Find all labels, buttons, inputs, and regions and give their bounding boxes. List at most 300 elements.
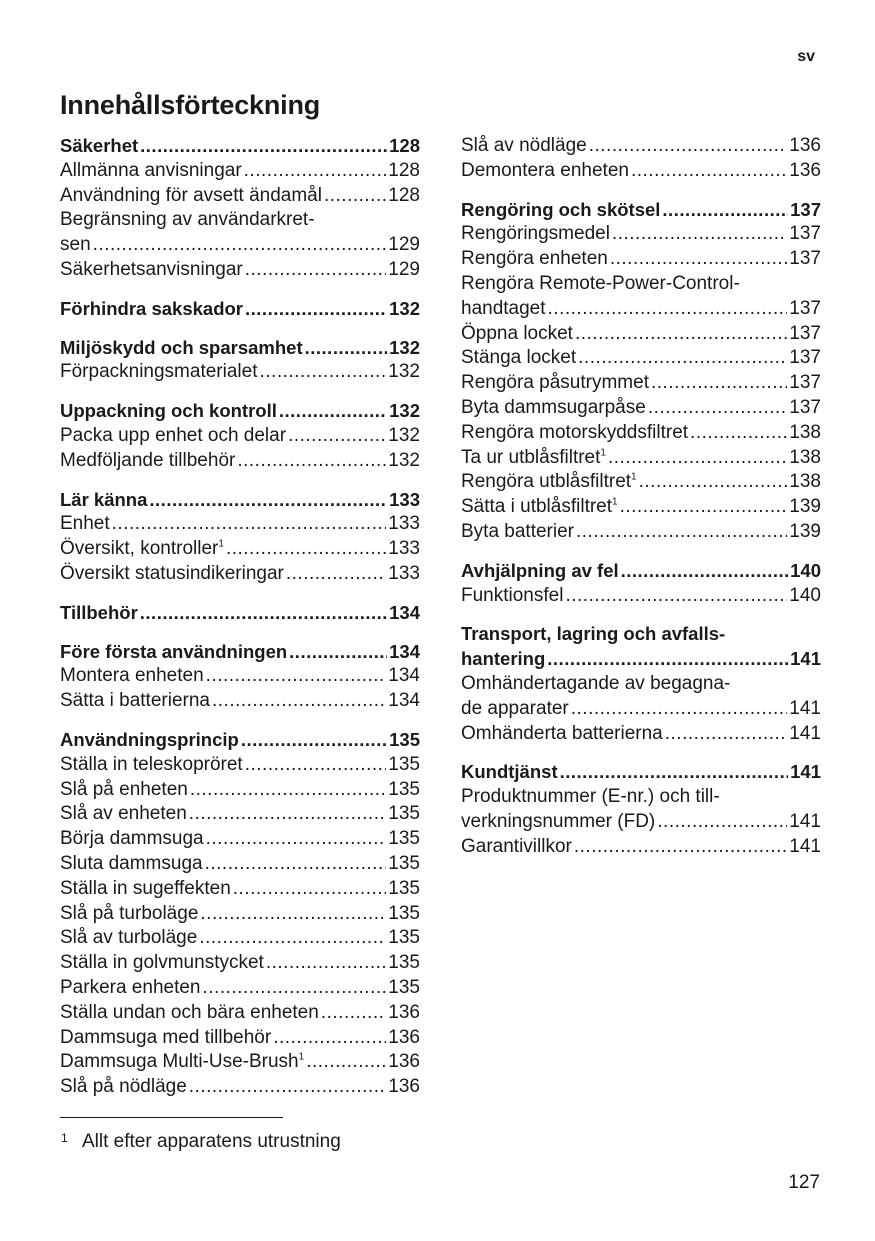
toc-label-text: sen	[60, 234, 91, 256]
toc-heading[interactable]	[60, 728, 420, 753]
toc-label	[60, 233, 91, 258]
dot-leader	[620, 495, 788, 520]
toc-entry[interactable]	[60, 852, 420, 877]
toc-page-number: 137	[789, 396, 821, 418]
toc-label-text: Avhjälpning av fel	[461, 559, 619, 581]
dot-leader	[226, 537, 386, 562]
dot-leader	[574, 835, 787, 860]
language-code: sv	[797, 48, 815, 65]
toc-label-text: Tillbehör	[60, 601, 138, 623]
toc-entry[interactable]	[60, 827, 420, 852]
dot-leader	[233, 877, 387, 902]
toc-label	[461, 222, 610, 247]
toc-label-text: Miljöskydd och sparsamhet	[60, 336, 303, 358]
toc-label	[60, 1050, 304, 1075]
dot-leader	[289, 640, 387, 665]
footnote-ref: 1	[612, 496, 618, 508]
toc-entry[interactable]	[461, 470, 821, 495]
toc-label-text: Förhindra sakskador	[60, 297, 244, 319]
toc-label-text: verkningsnummer (FD)	[461, 810, 656, 832]
toc-entry[interactable]	[461, 835, 821, 860]
toc-label-text: handtaget	[461, 297, 546, 319]
toc-label-text: Sätta i batterierna	[60, 690, 210, 712]
toc-page-number: 132	[389, 297, 420, 319]
toc-entry[interactable]	[60, 976, 420, 1001]
toc-label	[461, 159, 629, 184]
toc-label-text: Rengöra motorskyddsfiltret	[461, 421, 689, 443]
toc-page-number: 137	[789, 297, 821, 319]
toc-page-number: 141	[789, 835, 821, 857]
toc-entry-line: Omhändertagande av begagna-	[461, 672, 731, 694]
toc-label	[60, 297, 243, 322]
toc-label-text: Garantivillkor	[461, 835, 572, 857]
toc-label-text: Funktionsfel	[461, 584, 564, 606]
dot-leader	[576, 520, 787, 545]
toc-label	[461, 134, 587, 159]
toc-label-text: Öppna locket	[461, 322, 573, 344]
toc-page-number: 137	[789, 347, 821, 369]
dot-leader	[189, 802, 387, 827]
toc-heading[interactable]	[60, 601, 420, 626]
toc-section	[60, 488, 420, 587]
toc-entry-line: Rengöra Remote-Power-Control-	[461, 272, 740, 294]
footnote	[60, 1131, 341, 1153]
toc-entry[interactable]	[461, 322, 821, 347]
toc-entry[interactable]	[60, 664, 420, 689]
page-title: Innehållsförteckning	[60, 90, 321, 120]
dot-leader	[245, 258, 387, 283]
toc-label	[461, 322, 573, 347]
dot-leader	[324, 184, 386, 209]
dot-leader	[662, 198, 788, 223]
toc-page-number: 136	[388, 1001, 420, 1023]
toc-label	[60, 951, 264, 976]
toc-entry[interactable]	[60, 424, 420, 449]
dot-leader	[266, 951, 386, 976]
toc-label-text: Börja dammsuga	[60, 828, 204, 850]
toc-label-text: Stänga locket	[461, 347, 577, 369]
toc-label-text: Omhänderta batterierna	[461, 722, 663, 744]
toc-page-number: 140	[790, 559, 821, 581]
toc-label-text: Montera enheten	[60, 665, 204, 687]
toc-entry[interactable]	[461, 446, 821, 471]
toc-entry[interactable]	[461, 495, 821, 520]
toc-label	[461, 446, 606, 471]
toc-label	[461, 520, 574, 545]
toc-heading[interactable]	[461, 647, 821, 672]
toc-entry[interactable]	[461, 371, 821, 396]
toc-label-text: Ställa undan och bära enheten	[60, 1001, 319, 1023]
toc-heading[interactable]	[60, 488, 420, 513]
toc-label-text: Slå av nödläge	[461, 135, 587, 156]
dot-leader	[639, 470, 788, 495]
toc-label-text: Ställa in sugeffekten	[60, 877, 231, 899]
toc-label-text: Förpackningsmaterialet	[60, 361, 258, 383]
toc-label-text: Sluta dammsuga	[60, 852, 203, 874]
toc-label	[461, 559, 619, 584]
toc-entry[interactable]	[60, 449, 420, 474]
toc-label-text: Dammsuga med tillbehör	[60, 1026, 272, 1048]
toc-page-number: 135	[388, 927, 420, 949]
toc-heading[interactable]	[60, 640, 420, 665]
toc-entry[interactable]	[60, 1075, 420, 1100]
toc-label	[60, 336, 303, 361]
toc-page-number: 133	[388, 562, 420, 584]
toc-page-number: 141	[790, 761, 821, 783]
toc-page-number: 128	[388, 159, 420, 181]
toc-page-number: 132	[388, 449, 420, 471]
toc-entry[interactable]	[60, 159, 420, 184]
toc-label	[60, 664, 204, 689]
toc-page-number: 132	[388, 424, 420, 446]
dot-leader	[241, 728, 387, 753]
toc-label	[461, 697, 569, 722]
toc-label-text: Användningsprincip	[60, 728, 239, 750]
toc-label	[461, 297, 546, 322]
dot-leader	[657, 810, 787, 835]
toc-label-text: Översikt, kontroller	[60, 538, 219, 560]
toc-section	[60, 399, 420, 473]
toc-entry[interactable]	[461, 810, 821, 835]
dot-leader	[608, 446, 787, 471]
toc-label-text: Rengöringsmedel	[461, 223, 610, 245]
dot-leader	[200, 902, 386, 927]
dot-leader	[205, 852, 387, 877]
toc-section	[60, 601, 420, 626]
dot-leader	[631, 159, 787, 184]
dot-leader	[548, 297, 788, 322]
toc-heading[interactable]	[60, 134, 420, 159]
toc-label-text: Ställa in teleskopröret	[60, 753, 243, 775]
toc-label-text: Rengöra utblåsfiltret	[461, 471, 632, 493]
footnote-ref: 1	[600, 447, 606, 459]
toc-entry[interactable]	[461, 520, 821, 545]
toc-entry[interactable]	[60, 233, 420, 258]
dot-leader	[286, 562, 386, 587]
toc-entry[interactable]	[60, 1050, 420, 1075]
dot-leader	[149, 488, 387, 513]
toc-label	[60, 877, 231, 902]
toc-label-text: Slå på nödläge	[60, 1076, 187, 1098]
toc-label-text: Uppackning och kontroll	[60, 400, 277, 422]
toc-page-number: 140	[789, 584, 821, 606]
toc-label-text: Byta batterier	[461, 520, 574, 542]
toc-label	[461, 722, 663, 747]
toc-entry[interactable]	[461, 159, 821, 184]
toc-entry[interactable]	[60, 778, 420, 803]
toc-page-number: 135	[388, 753, 420, 775]
toc-section	[60, 297, 420, 322]
toc-label	[60, 562, 284, 587]
toc-label	[461, 495, 618, 520]
footnote-ref: 1	[298, 1051, 305, 1063]
toc-section	[461, 622, 821, 746]
toc-label	[60, 976, 201, 1001]
toc-page-number: 128	[389, 135, 420, 156]
toc-page-number: 134	[388, 690, 420, 712]
toc-page-number: 133	[388, 513, 420, 535]
toc-label-text: hantering	[461, 648, 546, 670]
toc-label-text: Slå på enheten	[60, 778, 188, 800]
toc-label	[60, 360, 257, 385]
toc-page-number: 135	[388, 778, 420, 800]
toc-label	[461, 371, 649, 396]
toc-label	[60, 537, 224, 562]
toc-section	[60, 134, 420, 283]
toc-entry[interactable]	[60, 753, 420, 778]
toc-heading[interactable]	[60, 297, 420, 322]
toc-label-text: Demontera enheten	[461, 159, 629, 181]
toc-label	[461, 647, 545, 672]
toc-label	[461, 835, 572, 860]
toc-entry[interactable]	[461, 247, 821, 272]
toc-page-number: 137	[789, 372, 821, 394]
toc-page-number: 135	[388, 902, 420, 924]
toc-page-number: 136	[789, 159, 821, 181]
toc-label-text: Översikt statusindikeringar	[60, 562, 284, 584]
toc-label-text: Säkerhetsanvisningar	[60, 258, 243, 280]
toc-label	[461, 760, 558, 785]
toc-heading-line: Transport, lagring och avfalls-	[461, 623, 726, 645]
toc-label-text: Rengöring och skötsel	[461, 198, 661, 220]
toc-page-number: 137	[789, 248, 821, 270]
toc-label	[60, 512, 110, 537]
toc-label	[60, 778, 188, 803]
dot-leader	[245, 753, 387, 778]
toc-label	[60, 852, 203, 877]
toc-page-number: 136	[789, 135, 821, 156]
dot-leader	[575, 322, 787, 347]
toc-entry[interactable]	[461, 222, 821, 247]
toc-label	[60, 902, 198, 927]
toc-entry[interactable]	[461, 134, 821, 159]
toc-section	[60, 336, 420, 386]
toc-label-text: de apparater	[461, 697, 569, 719]
toc-entry[interactable]	[461, 584, 821, 609]
toc-label-text: Slå av turboläge	[60, 927, 198, 949]
toc-page-number: 128	[388, 184, 420, 206]
dot-leader	[571, 697, 788, 722]
toc-page-number: 135	[389, 728, 420, 750]
footnote-ref: 1	[631, 472, 637, 484]
toc-label	[60, 159, 242, 184]
toc-label	[60, 753, 243, 778]
toc-page-number: 129	[388, 258, 420, 280]
toc-label	[461, 584, 563, 609]
toc-entry[interactable]	[461, 421, 821, 446]
dot-leader	[589, 134, 788, 159]
dot-leader	[288, 424, 386, 449]
toc-page-number: 135	[388, 952, 420, 974]
dot-leader	[206, 664, 387, 689]
toc-page-number: 135	[388, 828, 420, 850]
toc-page-number: 136	[388, 1076, 420, 1098]
toc-label	[60, 640, 287, 665]
dot-leader	[305, 336, 388, 361]
toc-label	[461, 421, 688, 446]
toc-entry-line: Produktnummer (E-nr.) och till-	[461, 786, 720, 808]
toc-label-text: Enhet	[60, 513, 110, 535]
dot-leader	[199, 926, 386, 951]
toc-page-number: 138	[789, 446, 821, 468]
toc-label	[60, 258, 243, 283]
toc-entry[interactable]	[60, 1026, 420, 1051]
dot-leader	[547, 647, 788, 672]
toc-label	[60, 1026, 271, 1051]
toc-page-number: 139	[789, 496, 821, 518]
toc-page-number: 141	[789, 697, 821, 719]
toc-label-text: Parkera enheten	[60, 976, 201, 998]
toc-label-text: Före första användningen	[60, 640, 288, 662]
toc-entry[interactable]	[60, 902, 420, 927]
toc-page-number: 132	[388, 361, 420, 383]
dot-leader	[578, 346, 787, 371]
toc-page-number: 135	[388, 852, 420, 874]
toc-heading[interactable]	[60, 336, 420, 361]
page-number: 127	[788, 1172, 820, 1193]
toc-label-text: Ställa in golvmunstycket	[60, 952, 264, 974]
toc-label	[60, 399, 277, 424]
toc-label-text: Ta ur utblåsfiltret	[461, 446, 601, 468]
toc-page-number: 137	[790, 198, 821, 220]
toc-entry[interactable]	[60, 1001, 420, 1026]
toc-heading[interactable]	[461, 198, 821, 223]
dot-leader	[140, 134, 387, 159]
toc-entry[interactable]	[60, 951, 420, 976]
toc-label	[60, 926, 197, 951]
toc-entry[interactable]	[461, 722, 821, 747]
toc-label-text: Lär känna	[60, 488, 148, 510]
toc-label-text: Slå av enheten	[60, 803, 187, 825]
toc-entry[interactable]	[60, 689, 420, 714]
toc-label	[60, 601, 138, 626]
dot-leader	[140, 601, 387, 626]
toc-page-number: 136	[388, 1051, 420, 1073]
toc-page-number: 135	[388, 877, 420, 899]
toc-entry[interactable]	[461, 396, 821, 421]
toc-column-left	[60, 134, 420, 1114]
dot-leader	[321, 1001, 386, 1026]
toc-page-number: 134	[388, 665, 420, 687]
toc-label-text: Säkerhet	[60, 135, 139, 156]
toc-page-number: 141	[789, 810, 821, 832]
dot-leader	[560, 760, 789, 785]
dot-leader	[690, 421, 787, 446]
toc-label-text: Rengöra enheten	[461, 248, 608, 270]
toc-page-number: 135	[388, 803, 420, 825]
toc-entry[interactable]	[60, 877, 420, 902]
toc-label	[60, 802, 187, 827]
dot-leader	[203, 976, 387, 1001]
toc-page-number: 132	[389, 336, 420, 358]
toc-entry[interactable]	[60, 258, 420, 283]
toc-page-number: 134	[389, 640, 420, 662]
toc-label-text: Byta dammsugarpåse	[461, 396, 646, 418]
dot-leader	[610, 247, 787, 272]
toc-entry[interactable]	[60, 562, 420, 587]
toc-entry[interactable]	[60, 184, 420, 209]
dot-leader	[612, 222, 787, 247]
toc-entry[interactable]	[60, 360, 420, 385]
toc-label-text: Användning för avsett ändamål	[60, 184, 322, 206]
toc-entry[interactable]	[60, 926, 420, 951]
toc-section	[60, 640, 420, 714]
toc-label	[60, 184, 322, 209]
toc-page-number: 136	[388, 1026, 420, 1048]
toc-page-number: 132	[389, 400, 420, 422]
toc-heading[interactable]	[60, 399, 420, 424]
dot-leader	[93, 233, 387, 258]
toc-entry-line: Begränsning av användarkret-	[60, 209, 315, 231]
toc-label	[60, 134, 138, 159]
dot-leader	[651, 371, 787, 396]
toc-page-number: 137	[789, 322, 821, 344]
toc-page-number: 137	[789, 223, 821, 245]
toc-entry[interactable]	[60, 512, 420, 537]
toc-label-text: Packa upp enhet och delar	[60, 424, 287, 446]
footnote-mark: 1	[61, 1131, 68, 1145]
toc-page-number: 135	[388, 976, 420, 998]
dot-leader	[206, 827, 387, 852]
dot-leader	[306, 1050, 386, 1075]
dot-leader	[112, 512, 387, 537]
footnote-ref: 1	[218, 538, 224, 550]
toc-entry[interactable]	[461, 297, 821, 322]
toc-label	[461, 346, 576, 371]
toc-page-number: 133	[388, 538, 420, 560]
toc-entry[interactable]	[60, 802, 420, 827]
dot-leader	[237, 449, 386, 474]
dot-leader	[273, 1026, 386, 1051]
dot-leader	[648, 396, 787, 421]
toc-label-text: Medföljande tillbehör	[60, 449, 236, 471]
toc-label	[60, 689, 210, 714]
toc-page-number: 141	[790, 648, 821, 670]
toc-section	[461, 198, 821, 545]
toc-label	[60, 424, 286, 449]
toc-entry[interactable]	[461, 346, 821, 371]
toc-entry[interactable]	[461, 697, 821, 722]
toc-entry[interactable]	[60, 537, 420, 562]
toc-label	[461, 470, 637, 495]
toc-page-number: 129	[388, 234, 420, 256]
toc-label	[461, 810, 655, 835]
dot-leader	[259, 360, 386, 385]
dot-leader	[190, 778, 386, 803]
toc-label	[60, 488, 147, 513]
toc-label	[461, 198, 660, 223]
toc-label	[461, 247, 608, 272]
toc-label	[60, 1001, 319, 1026]
toc-label-text: Dammsuga Multi-Use-Brush	[60, 1051, 299, 1073]
dot-leader	[279, 399, 387, 424]
footnote-text: Allt efter apparatens utrustning	[82, 1131, 341, 1152]
toc-page-number: 141	[789, 722, 821, 744]
toc-page-number: 133	[389, 488, 420, 510]
toc-label	[60, 449, 235, 474]
toc-heading[interactable]	[461, 559, 821, 584]
toc-heading[interactable]	[461, 760, 821, 785]
dot-leader	[244, 159, 387, 184]
toc-column-right	[461, 134, 821, 874]
toc-label-text: Slå på turboläge	[60, 902, 199, 924]
toc-label	[461, 396, 646, 421]
dot-leader	[189, 1075, 387, 1100]
toc-page-number: 138	[789, 421, 821, 443]
dot-leader	[212, 689, 386, 714]
toc-page-number: 138	[789, 471, 821, 493]
toc-label	[60, 827, 204, 852]
